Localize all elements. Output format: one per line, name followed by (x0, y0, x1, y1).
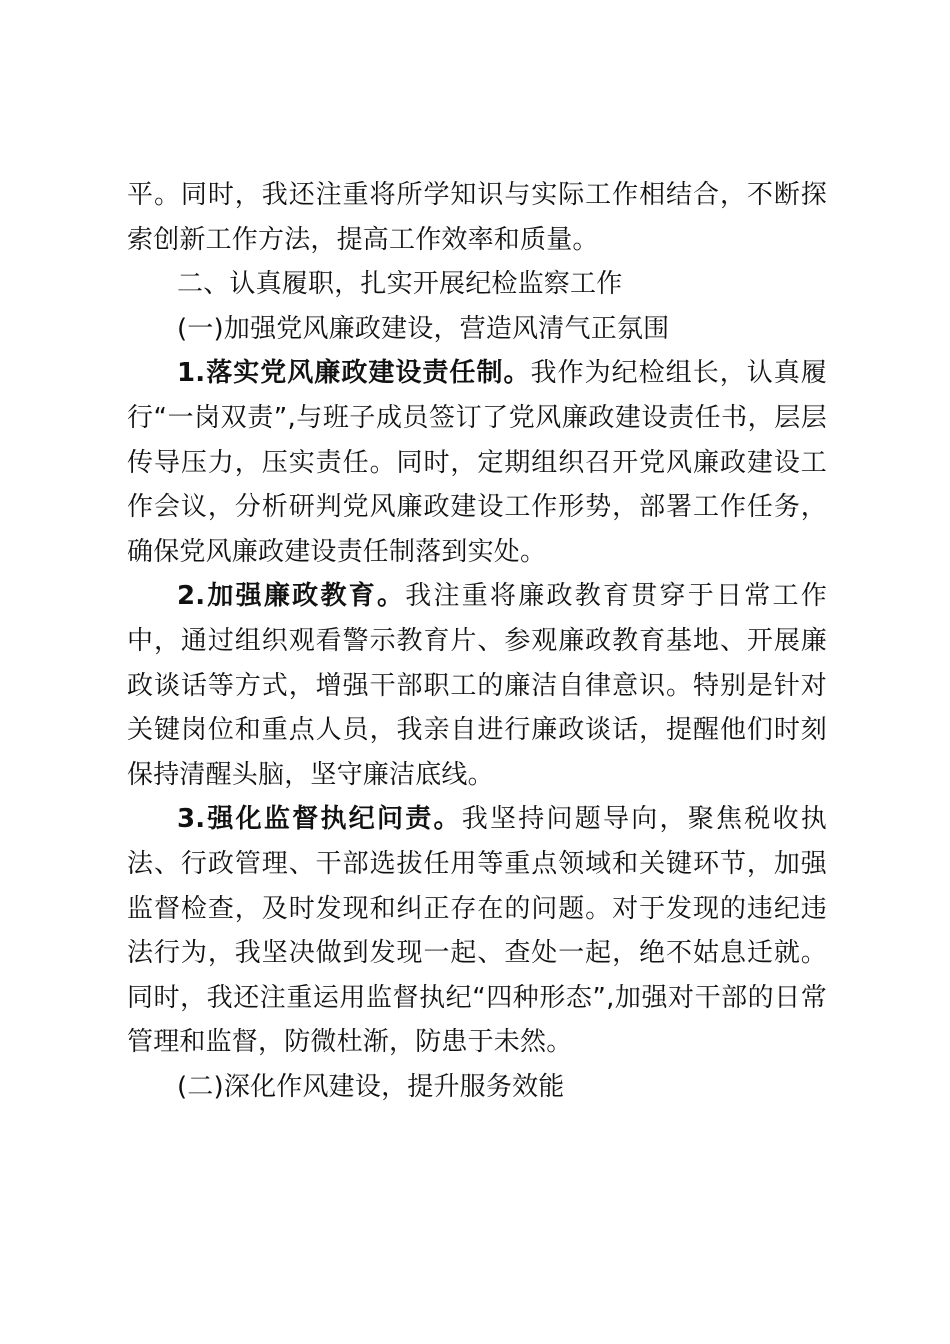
numbered-paragraph (127, 797, 827, 1065)
paragraph-continuation (127, 173, 827, 262)
document-body (127, 173, 827, 1109)
subsection-heading (127, 1065, 827, 1110)
paragraph-text: 我作为纪检组长，认真履行“一岗双责”,与班子成员签订了党风廉政建设责任书，层层传导压力，压实责任。同时，定期组织召开党风廉政建设工作会议，分析研判党风廉政建设工作形势，部署工作任务，确保党风廉政建设责任制落到实处。 (127, 358, 827, 567)
numbered-paragraph (127, 351, 827, 574)
paragraph-lead: 1.落实党风廉政建设责任制。 (177, 358, 531, 389)
section-heading-text: 二、认真履职，扎实开展纪检监察工作 (177, 269, 623, 300)
paragraph-lead: 2.加强廉政教育。 (177, 581, 406, 612)
paragraph-text: 我注重将廉政教育贯穿于日常工作中，通过组织观看警示教育片、参观廉政教育基地、开展廉政谈话等方式，增强干部职工的廉洁自律意识。特别是针对关键岗位和重点人员，我亲自进行廉政谈话，提醒他们时刻保持清醒头脑，坚守廉洁底线。 (127, 581, 827, 790)
paragraph-text: 平。同时，我还注重将所学知识与实际工作相结合，不断探索创新工作方法，提高工作效率和质量。 (127, 180, 827, 255)
subsection-heading-text: (二)深化作风建设，提升服务效能 (177, 1071, 565, 1102)
subsection-heading (127, 307, 827, 352)
paragraph-text: 我坚持问题导向，聚焦税收执法、行政管理、干部选拔任用等重点领域和关键环节，加强监督检查，及时发现和纠正存在的问题。对于发现的违纪违法行为，我坚决做到发现一起、查处一起，绝不姑息迁就。同时，我还注重运用监督执纪“四种形态”,加强对干部的日常管理和监督，防微杜渐，防患于未然。 (127, 804, 827, 1058)
paragraph-lead: 3.强化监督执纪问责。 (177, 804, 462, 835)
section-heading (127, 262, 827, 307)
subsection-heading-text: (一)加强党风廉政建设，营造风清气正氛围 (177, 313, 670, 344)
numbered-paragraph (127, 574, 827, 797)
